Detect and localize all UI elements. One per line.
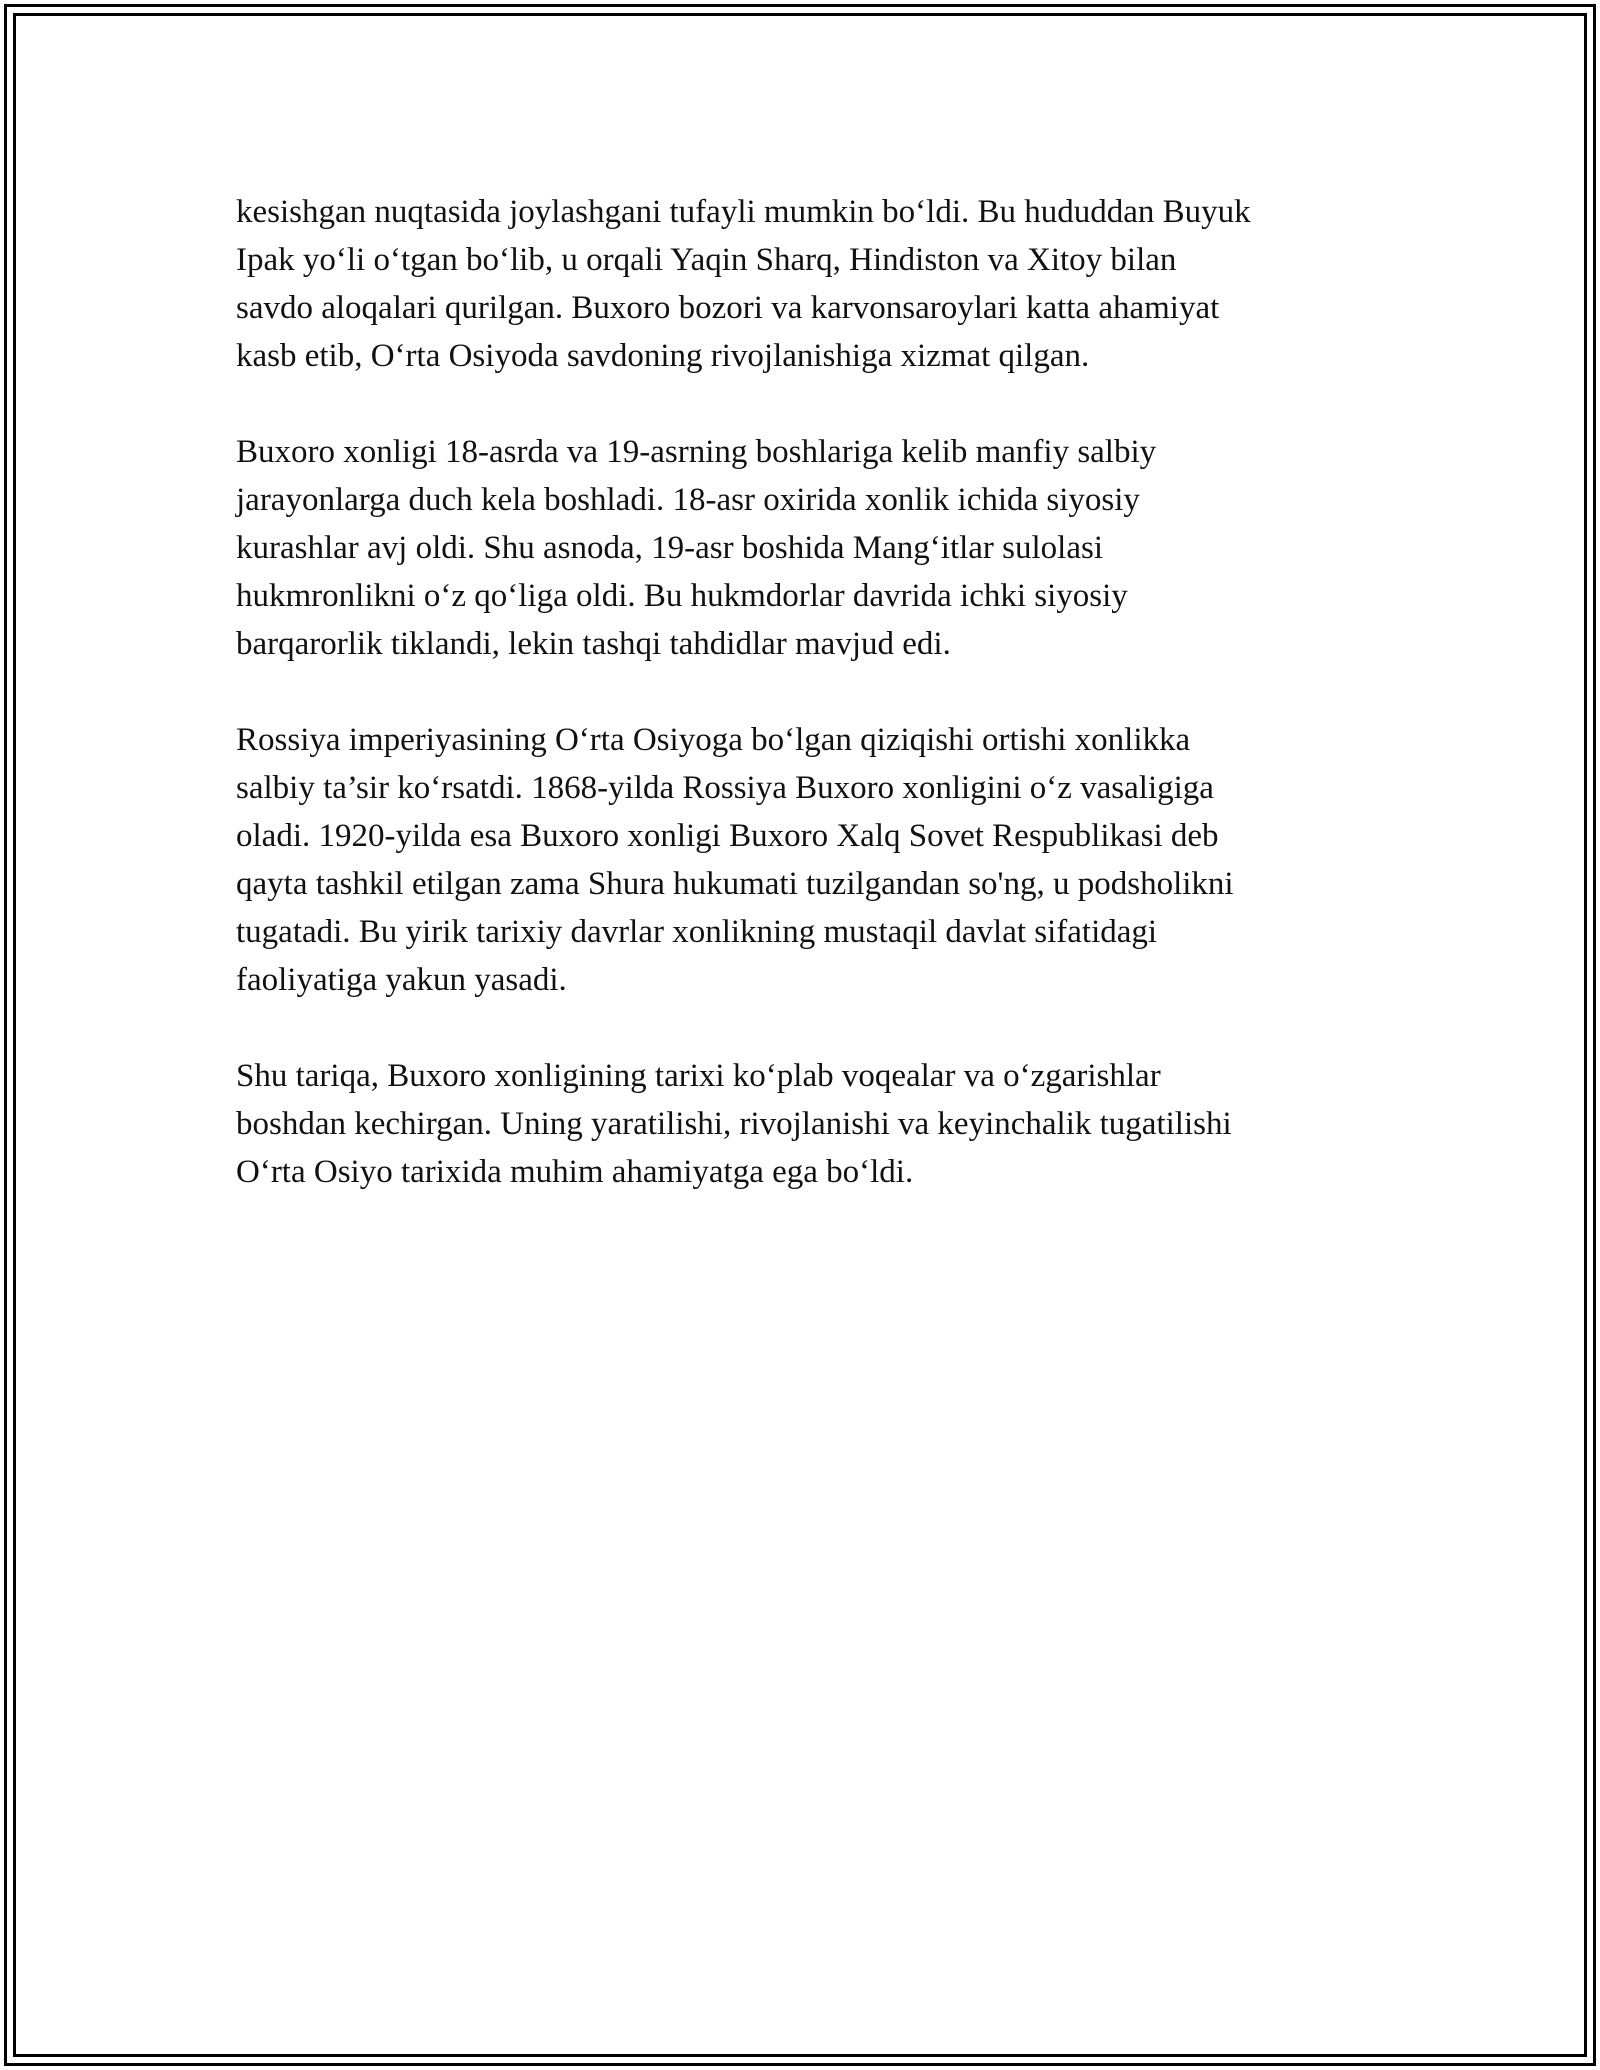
paragraph-4: Shu tariqa, Buxoro xonligining tarixi ko‘plab voqealar va o‘zgarishlar boshdan kechirgan. Uning yaratilishi, rivojlanishi va keyinchalik tugatilishi O‘rta Osiyo tarixida muhim ahamiyatga ega bo‘ldi.	[236, 1058, 1232, 1190]
document-body	[236, 188, 1376, 1244]
paragraph-1: kesishgan nuqtasida joylashgani tufayli mumkin bo‘ldi. Bu hududdan Buyuk Ipak yo‘li o‘tgan bo‘lib, u orqali Yaqin Sharq, Hindiston va Xitoy bilan savdo aloqalari qurilgan. Buxoro bozori va karvonsaroylari katta ahamiyat kasb etib, O‘rta Osiyoda savdoning rivojlanishiga xizmat qilgan.	[236, 194, 1251, 374]
paragraph-2: Buxoro xonligi 18-asrda va 19-asrning boshlariga kelib manfiy salbiy jarayonlarga duch kela boshladi. 18-asr oxirida xonlik ichida siyosiy kurashlar avj oldi. Shu asnoda, 19-asr boshida Mang‘itlar sulolasi hukmronlikni o‘z qo‘liga oldi. Bu hukmdorlar davrida ichki siyosiy barqarorlik tiklandi, lekin tashqi tahdidlar mavjud edi.	[236, 434, 1157, 662]
paragraph-3: Rossiya imperiyasining O‘rta Osiyoga bo‘lgan qiziqishi ortishi xonlikka salbiy ta’sir ko‘rsatdi. 1868-yilda Rossiya Buxoro xonligini o‘z vasaligiga oladi. 1920-yilda esa Buxoro xonligi Buxoro Xalq Sovet Respublikasi deb qayta tashkil etilgan zama Shura hukumati tuzilgandan so'ng, u podsholikni tugatadi. Bu yirik tarixiy davrlar xonlikning mustaqil davlat sifatidagi faoliyatiga yakun yasadi.	[236, 722, 1234, 998]
